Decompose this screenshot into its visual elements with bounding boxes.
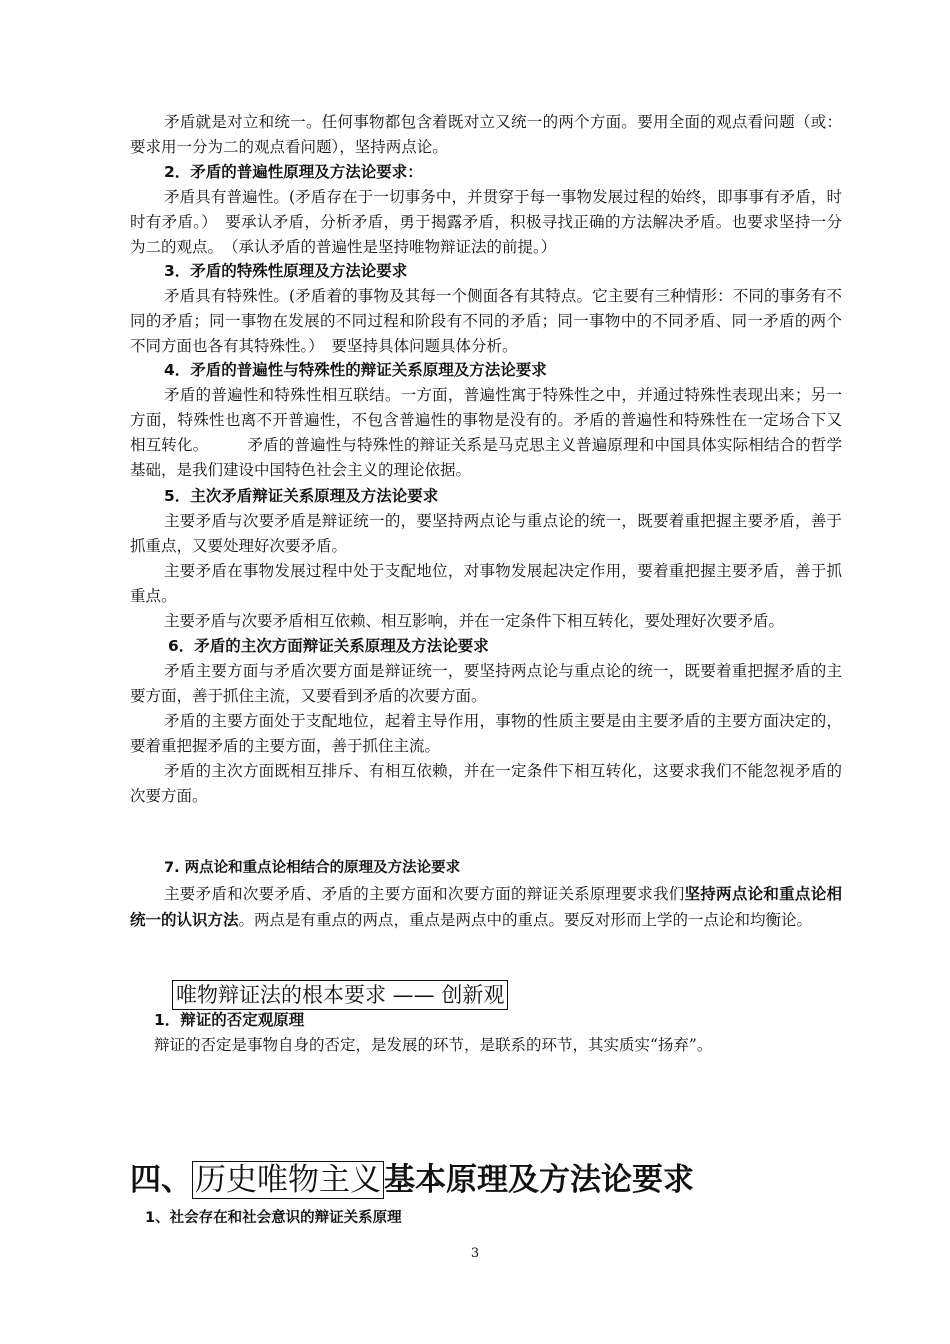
paragraph-two-point-theory (130, 881, 842, 933)
section-title-innovation: 唯物辩证法的根本要求 —— 创新观 (172, 980, 508, 1010)
paragraph-aspect-a: 矛盾主要方面与矛盾次要方面是辩证统一，要坚持两点论与重点论的统一，既要着重把握矛盾的主要方面，善于抓住主流，又要看到矛盾的次要方面。 (130, 662, 842, 705)
chapter-title-suffix: 基本原理及方法论要求 (384, 1162, 694, 1198)
chapter-title-historical-materialism (130, 1158, 694, 1202)
heading-negation: 1．辩证的否定观原理 (154, 1011, 305, 1029)
heading-principal-aspect: 6．矛盾的主次方面辩证关系原理及方法论要求 (168, 637, 489, 655)
paragraph-particularity: 矛盾具有特殊性。(矛盾着的事物及其每一个侧面各有其特点。它主要有三种情形：不同的事务有不同的矛盾；同一事物在发展的不同过程和阶段有不同的矛盾；同一事物中的不同矛盾、同一矛盾的两个不同方面也各有其特殊性。） 要坚持具体问题具体分析。 (130, 287, 842, 355)
paragraph-two-point-post: 。两点是有重点的两点，重点是两点中的重点。要反对形而上学的一点论和均衡论。 (238, 911, 813, 929)
heading-universality-particularity: 4．矛盾的普遍性与特殊性的辩证关系原理及方法论要求 (164, 361, 547, 379)
paragraph-aspect-c: 矛盾的主次方面既相互排斥、有相互依赖，并在一定条件下相互转化，这要求我们不能忽视矛盾的次要方面。 (130, 762, 842, 805)
paragraph-universality: 矛盾具有普遍性。(矛盾存在于一切事务中，并贯穿于每一事物发展过程的始终，即事事有矛盾，时时有矛盾。） 要承认矛盾，分析矛盾，勇于揭露矛盾，积极寻找正确的方法解决矛盾。也要求坚持一分为二的观点。 （承认矛盾的普遍性是坚持唯物辩证法的前提。） (130, 188, 842, 256)
paragraph-principal-b: 主要矛盾在事物发展过程中处于支配地位，对事物发展起决定作用，要着重把握主要矛盾，善于抓重点。 (130, 562, 842, 605)
paragraph-two-point-pre: 主要矛盾和次要矛盾、矛盾的主要方面和次要方面的辩证关系原理要求我们 (164, 885, 685, 903)
heading-social-existence: 1、社会存在和社会意识的辩证关系原理 (145, 1210, 402, 1226)
heading-two-point-theory: 7. 两点论和重点论相结合的原理及方法论要求 (164, 860, 461, 876)
heading-principal-contradiction: 5．主次矛盾辩证关系原理及方法论要求 (164, 487, 439, 505)
paragraph-negation: 辩证的否定是事物自身的否定，是发展的环节，是联系的环节，其实质实“扬弃”。 (154, 1036, 713, 1054)
paragraph-aspect-b: 矛盾的主要方面处于支配地位，起着主导作用，事物的性质主要是由主要矛盾的主要方面决定的，要着重把握矛盾的主要方面，善于抓住主流。 (130, 712, 842, 755)
chapter-title-boxed: 历史唯物主义 (192, 1161, 384, 1199)
page-number: 3 (470, 1246, 480, 1261)
heading-particularity: 3．矛盾的特殊性原理及方法论要求 (164, 262, 408, 280)
paragraph-principal-a: 主要矛盾与次要矛盾是辩证统一的，要坚持两点论与重点论的统一，既要着重把握主要矛盾，善于抓重点，又要处理好次要矛盾。 (130, 512, 842, 555)
heading-universality: 2．矛盾的普遍性原理及方法论要求： (164, 163, 423, 181)
paragraph-universality-particularity: 矛盾的普遍性和特殊性相互联结。一方面，普遍性寓于特殊性之中，并通过特殊性表现出来；另一方面，特殊性也离不开普遍性，不包含普遍性的事物是没有的。矛盾的普遍性和特殊性在一定场合下又相互转化。 矛盾的普遍性与特殊性的辩证关系是马克思主义普遍原理和中国具体实际相结合的哲学基础，是我们建设中国特色社会主义的理论依据。 (130, 386, 842, 479)
paragraph-contradiction-definition: 矛盾就是对立和统一。任何事物都包含着既对立又统一的两个方面。要用全面的观点看问题（或：要求用一分为二的观点看问题），坚持两点论。 (130, 113, 842, 156)
chapter-title-prefix: 四、 (130, 1162, 192, 1198)
paragraph-two-point-bold: 坚持两点论和重点论相统一的认识方法 (130, 884, 842, 929)
paragraph-principal-c: 主要矛盾与次要矛盾相互依赖、相互影响，并在一定条件下相互转化，要处理好次要矛盾。 (164, 612, 785, 630)
